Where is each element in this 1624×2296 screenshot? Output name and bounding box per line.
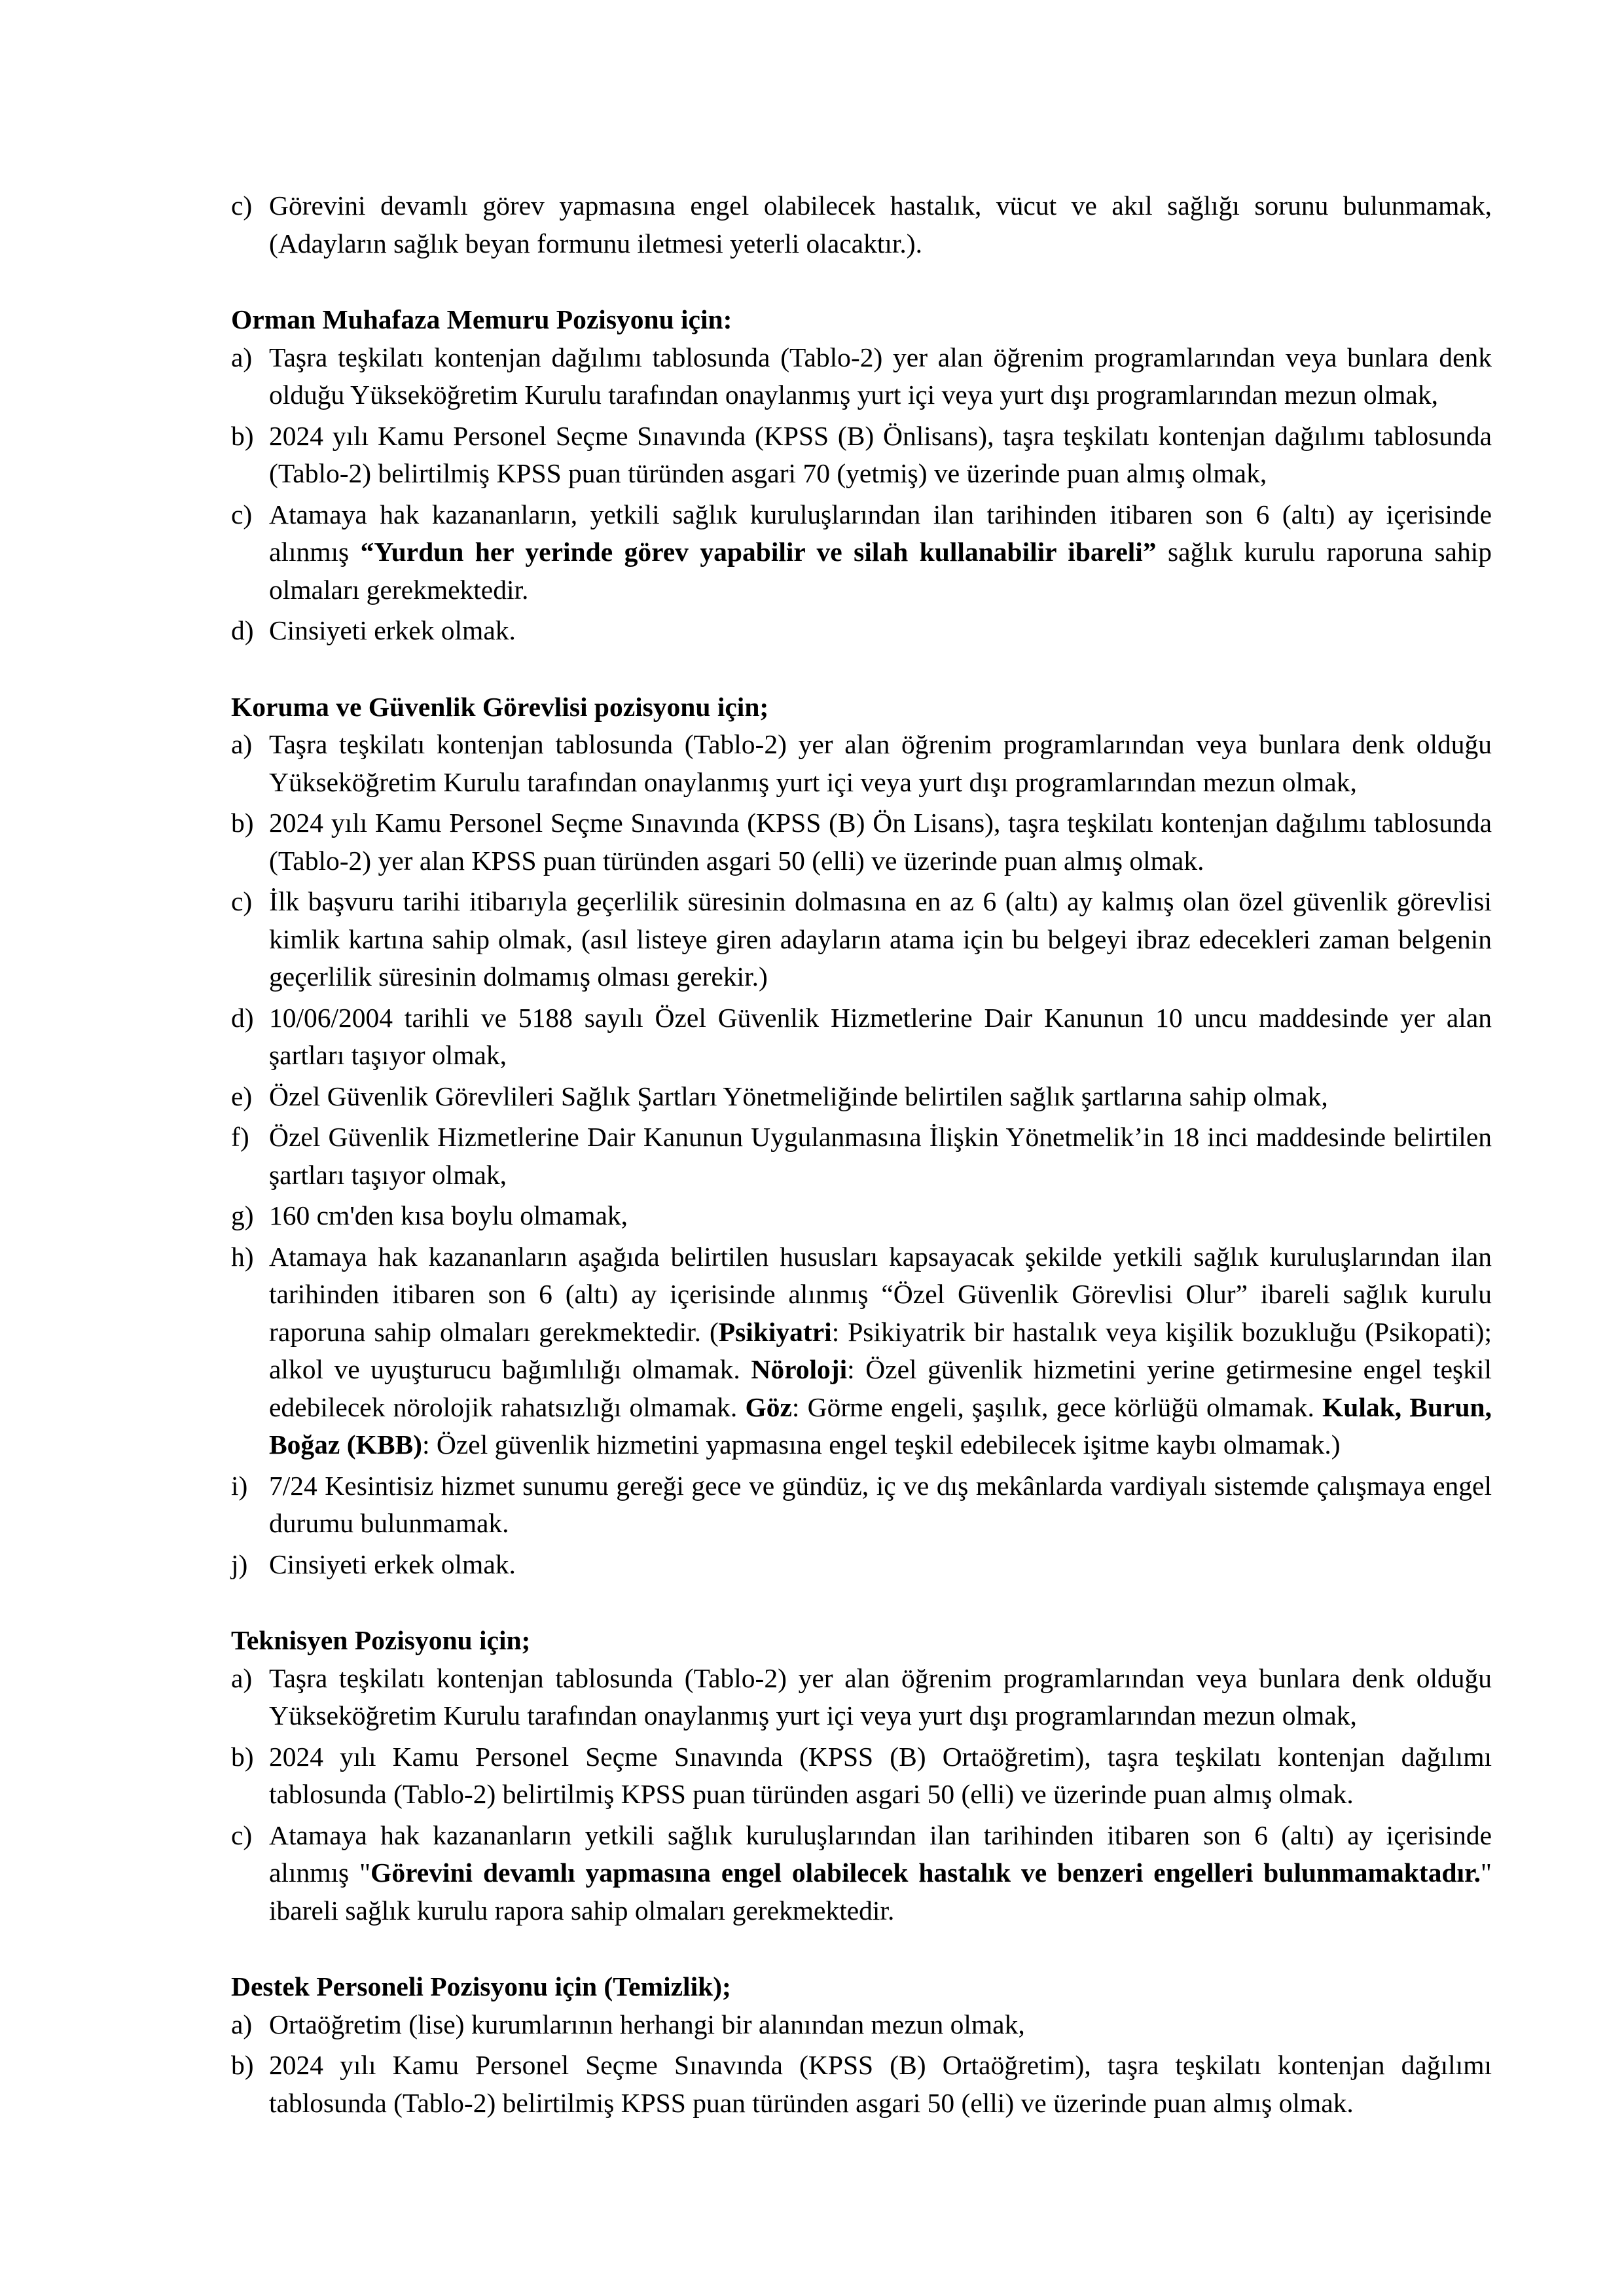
item-label: a)	[231, 1662, 253, 1693]
section-heading-orman: Orman Muhafaza Memuru Pozisyonu için:	[231, 304, 732, 334]
item-label: c)	[231, 190, 253, 221]
list-item-koruma-j	[231, 1546, 1492, 1584]
item-text: Taşra teşkilatı kontenjan dağılımı tablosunda (Tablo-2) yer alan öğrenim programlarından veya bunlara denk olduğu Yükseköğretim Kurulu tarafından onaylanmış yurt içi veya yurt dışı programlarından mezun olmak,	[269, 342, 1492, 410]
item-text-part: sağlık kurulu raporuna sahip olmaları gerekmektedir.	[269, 537, 1492, 605]
item-text-bold: Göz	[745, 1391, 792, 1422]
item-text: 2024 yılı Kamu Personel Seçme Sınavında (KPSS (B) Ortaöğretim), taşra teşkilatı kontenjan dağılımı tablosunda (Tablo-2) belirtilmiş KPSS puan türünden asgari 50 (elli) ve üzerinde puan almış olmak.	[269, 1741, 1492, 1809]
item-label: d)	[231, 1002, 254, 1033]
item-text-part: : Görme engeli, şaşılık, gece körlüğü olmamak.	[791, 1391, 1323, 1422]
item-label: b)	[231, 420, 254, 451]
item-text: 160 cm'den kısa boylu olmamak,	[269, 1200, 628, 1230]
item-label: e)	[231, 1081, 253, 1111]
item-label: c)	[231, 499, 253, 529]
item-label: i)	[231, 1470, 248, 1501]
section-heading-koruma: Koruma ve Güvenlik Görevlisi pozisyonu için;	[231, 691, 769, 722]
list-item-teknisyen-b	[231, 1738, 1492, 1814]
item-text: Taşra teşkilatı kontenjan tablosunda (Tablo-2) yer alan öğrenim programlarından veya bunlara denk olduğu Yükseköğretim Kurulu tarafından onaylanmış yurt içi veya yurt dışı programlarından mezun olmak,	[269, 729, 1492, 797]
item-text-part: Atamaya hak kazananların yetkili sağlık kuruluşlarından ilan tarihinden itibaren son 6 (altı) ay içerisinde alınmış "	[269, 1820, 1492, 1888]
list-item-koruma-a	[231, 726, 1492, 801]
item-label: g)	[231, 1200, 254, 1230]
item-label: b)	[231, 808, 254, 838]
item-label: j)	[231, 1549, 248, 1579]
item-text-part: Atamaya hak kazananların, yetkili sağlık kuruluşlarından ilan tarihinden itibaren son 6 (altı) ay içerisinde alınmış	[269, 499, 1492, 567]
item-text	[269, 496, 1492, 609]
item-text	[269, 1817, 1492, 1930]
item-text-part: Atamaya hak kazananların aşağıda belirtilen hususları kapsayacak şekilde yetkili sağlık kuruluşlarından ilan tarihinden itibaren son 6 (altı) ay içerisinde alınmış “Özel Güvenlik Görevlisi Olur” ibareli sağlık kurulu raporuna sahip olmaları gerekmektedir. (	[269, 1241, 1492, 1347]
section-heading-destek: Destek Personeli Pozisyonu için (Temizlik);	[231, 1971, 731, 2001]
item-text: 2024 yılı Kamu Personel Seçme Sınavında (KPSS (B) Ortaöğretim), taşra teşkilatı kontenjan dağılımı tablosunda (Tablo-2) belirtilmiş KPSS puan türünden asgari 50 (elli) ve üzerinde puan almış olmak.	[269, 2050, 1492, 2118]
list-item-koruma-e	[231, 1078, 1492, 1116]
list-item-koruma-c	[231, 883, 1492, 996]
item-text-part: : Özel güvenlik hizmetini yerine getirmesine engel teşkil edebilecek nörolojik rahatsızlığı olmamak.	[269, 1354, 1492, 1422]
item-text: İlk başvuru tarihi itibarıyla geçerlilik süresinin dolmasına en az 6 (altı) ay kalmış olan özel güvenlik görevlisi kimlik kartına sahip olmak, (asıl listeye giren adayların atama için bu belgeyi ibraz edecekleri zaman belgenin geçerlilik süresinin dolmamış olması gerekir.)	[269, 886, 1492, 992]
item-text-bold: Psikiyatri	[718, 1316, 832, 1347]
item-label: d)	[231, 615, 254, 645]
item-text: 10/06/2004 tarihli ve 5188 sayılı Özel Güvenlik Hizmetlerine Dair Kanunun 10 uncu maddesinde yer alan şartları taşıyor olmak,	[269, 1002, 1492, 1070]
item-label: b)	[231, 2050, 254, 2080]
item-label: c)	[231, 1820, 253, 1850]
item-text: Ortaöğretim (lise) kurumlarının herhangi bir alanından mezun olmak,	[269, 2009, 1025, 2039]
list-item-koruma-h	[231, 1238, 1492, 1464]
list-item-koruma-g	[231, 1197, 1492, 1235]
item-text: 7/24 Kesintisiz hizmet sunumu gereği gece ve gündüz, iç ve dış mekânlarda vardiyalı sistemde çalışmaya engel durumu bulunmamak.	[269, 1470, 1492, 1538]
item-text: Özel Güvenlik Görevlileri Sağlık Şartları Yönetmeliğinde belirtilen sağlık şartlarına sahip olmak,	[269, 1081, 1328, 1111]
list-item-teknisyen-c	[231, 1817, 1492, 1930]
item-text: Görevini devamlı görev yapmasına engel olabilecek hastalık, vücut ve akıl sağlığı sorunu bulunmamak, (Adayların sağlık beyan formunu iletmesi yeterli olacaktır.).	[269, 190, 1492, 259]
list-item-koruma-f	[231, 1119, 1492, 1194]
item-text: Taşra teşkilatı kontenjan tablosunda (Tablo-2) yer alan öğrenim programlarından veya bunlara denk olduğu Yükseköğretim Kurulu tarafından onaylanmış yurt içi veya yurt dışı programlarından mezun olmak,	[269, 1662, 1492, 1731]
item-text-bold: “Yurdun her yerinde görev yapabilir ve silah kullanabilir ibareli”	[360, 537, 1157, 567]
item-label: a)	[231, 342, 253, 372]
item-text-part: : Özel güvenlik hizmetini yapmasına engel teşkil edebilecek işitme kaybı olmamak.)	[422, 1429, 1341, 1460]
item-label: c)	[231, 886, 253, 916]
item-label: h)	[231, 1241, 254, 1272]
list-item-destek-a	[231, 2006, 1492, 2044]
document-page	[231, 187, 1492, 2122]
item-text-part: : Psikiyatrik bir hastalık veya kişilik bozukluğu (Psikopati); alkol ve uyuşturucu bağımlılığı olmamak.	[269, 1316, 1492, 1384]
list-item-destek-b	[231, 2047, 1492, 2122]
list-item-teknisyen-a	[231, 1660, 1492, 1735]
item-label: b)	[231, 1741, 254, 1772]
item-label: f)	[231, 1122, 249, 1152]
list-item-orman-d	[231, 612, 1492, 650]
item-label: a)	[231, 2009, 253, 2039]
item-text: Cinsiyeti erkek olmak.	[269, 1549, 516, 1579]
item-text: Cinsiyeti erkek olmak.	[269, 615, 516, 645]
item-text-bold: Görevini devamlı yapmasına engel olabilecek hastalık ve benzeri engelleri bulunmamaktadır.	[370, 1857, 1481, 1888]
item-text-bold: Nöroloji	[751, 1354, 848, 1384]
section-heading-teknisyen: Teknisyen Pozisyonu için;	[231, 1625, 531, 1655]
list-item-intro-c	[231, 187, 1492, 262]
list-item-orman-a	[231, 339, 1492, 414]
list-item-orman-b	[231, 418, 1492, 493]
item-text	[269, 1238, 1492, 1464]
item-text-bold: Kulak, Burun, Boğaz (KBB)	[269, 1391, 1492, 1460]
list-item-koruma-d	[231, 999, 1492, 1075]
item-text-part: " ibareli sağlık kurulu rapora sahip olmaları gerekmektedir.	[269, 1857, 1492, 1926]
item-text: 2024 yılı Kamu Personel Seçme Sınavında (KPSS (B) Önlisans), taşra teşkilatı kontenjan dağılımı tablosunda (Tablo-2) belirtilmiş KPSS puan türünden asgari 70 (yetmiş) ve üzerinde puan almış olmak,	[269, 420, 1492, 488]
list-item-koruma-i	[231, 1467, 1492, 1543]
list-item-koruma-b	[231, 804, 1492, 880]
list-item-orman-c	[231, 496, 1492, 609]
item-text: Özel Güvenlik Hizmetlerine Dair Kanunun Uygulanmasına İlişkin Yönetmelik’in 18 inci maddesinde belirtilen şartları taşıyor olmak,	[269, 1122, 1492, 1190]
item-label: a)	[231, 729, 253, 759]
item-text: 2024 yılı Kamu Personel Seçme Sınavında (KPSS (B) Ön Lisans), taşra teşkilatı kontenjan dağılımı tablosunda (Tablo-2) yer alan KPSS puan türünden asgari 50 (elli) ve üzerinde puan almış olmak.	[269, 808, 1492, 876]
